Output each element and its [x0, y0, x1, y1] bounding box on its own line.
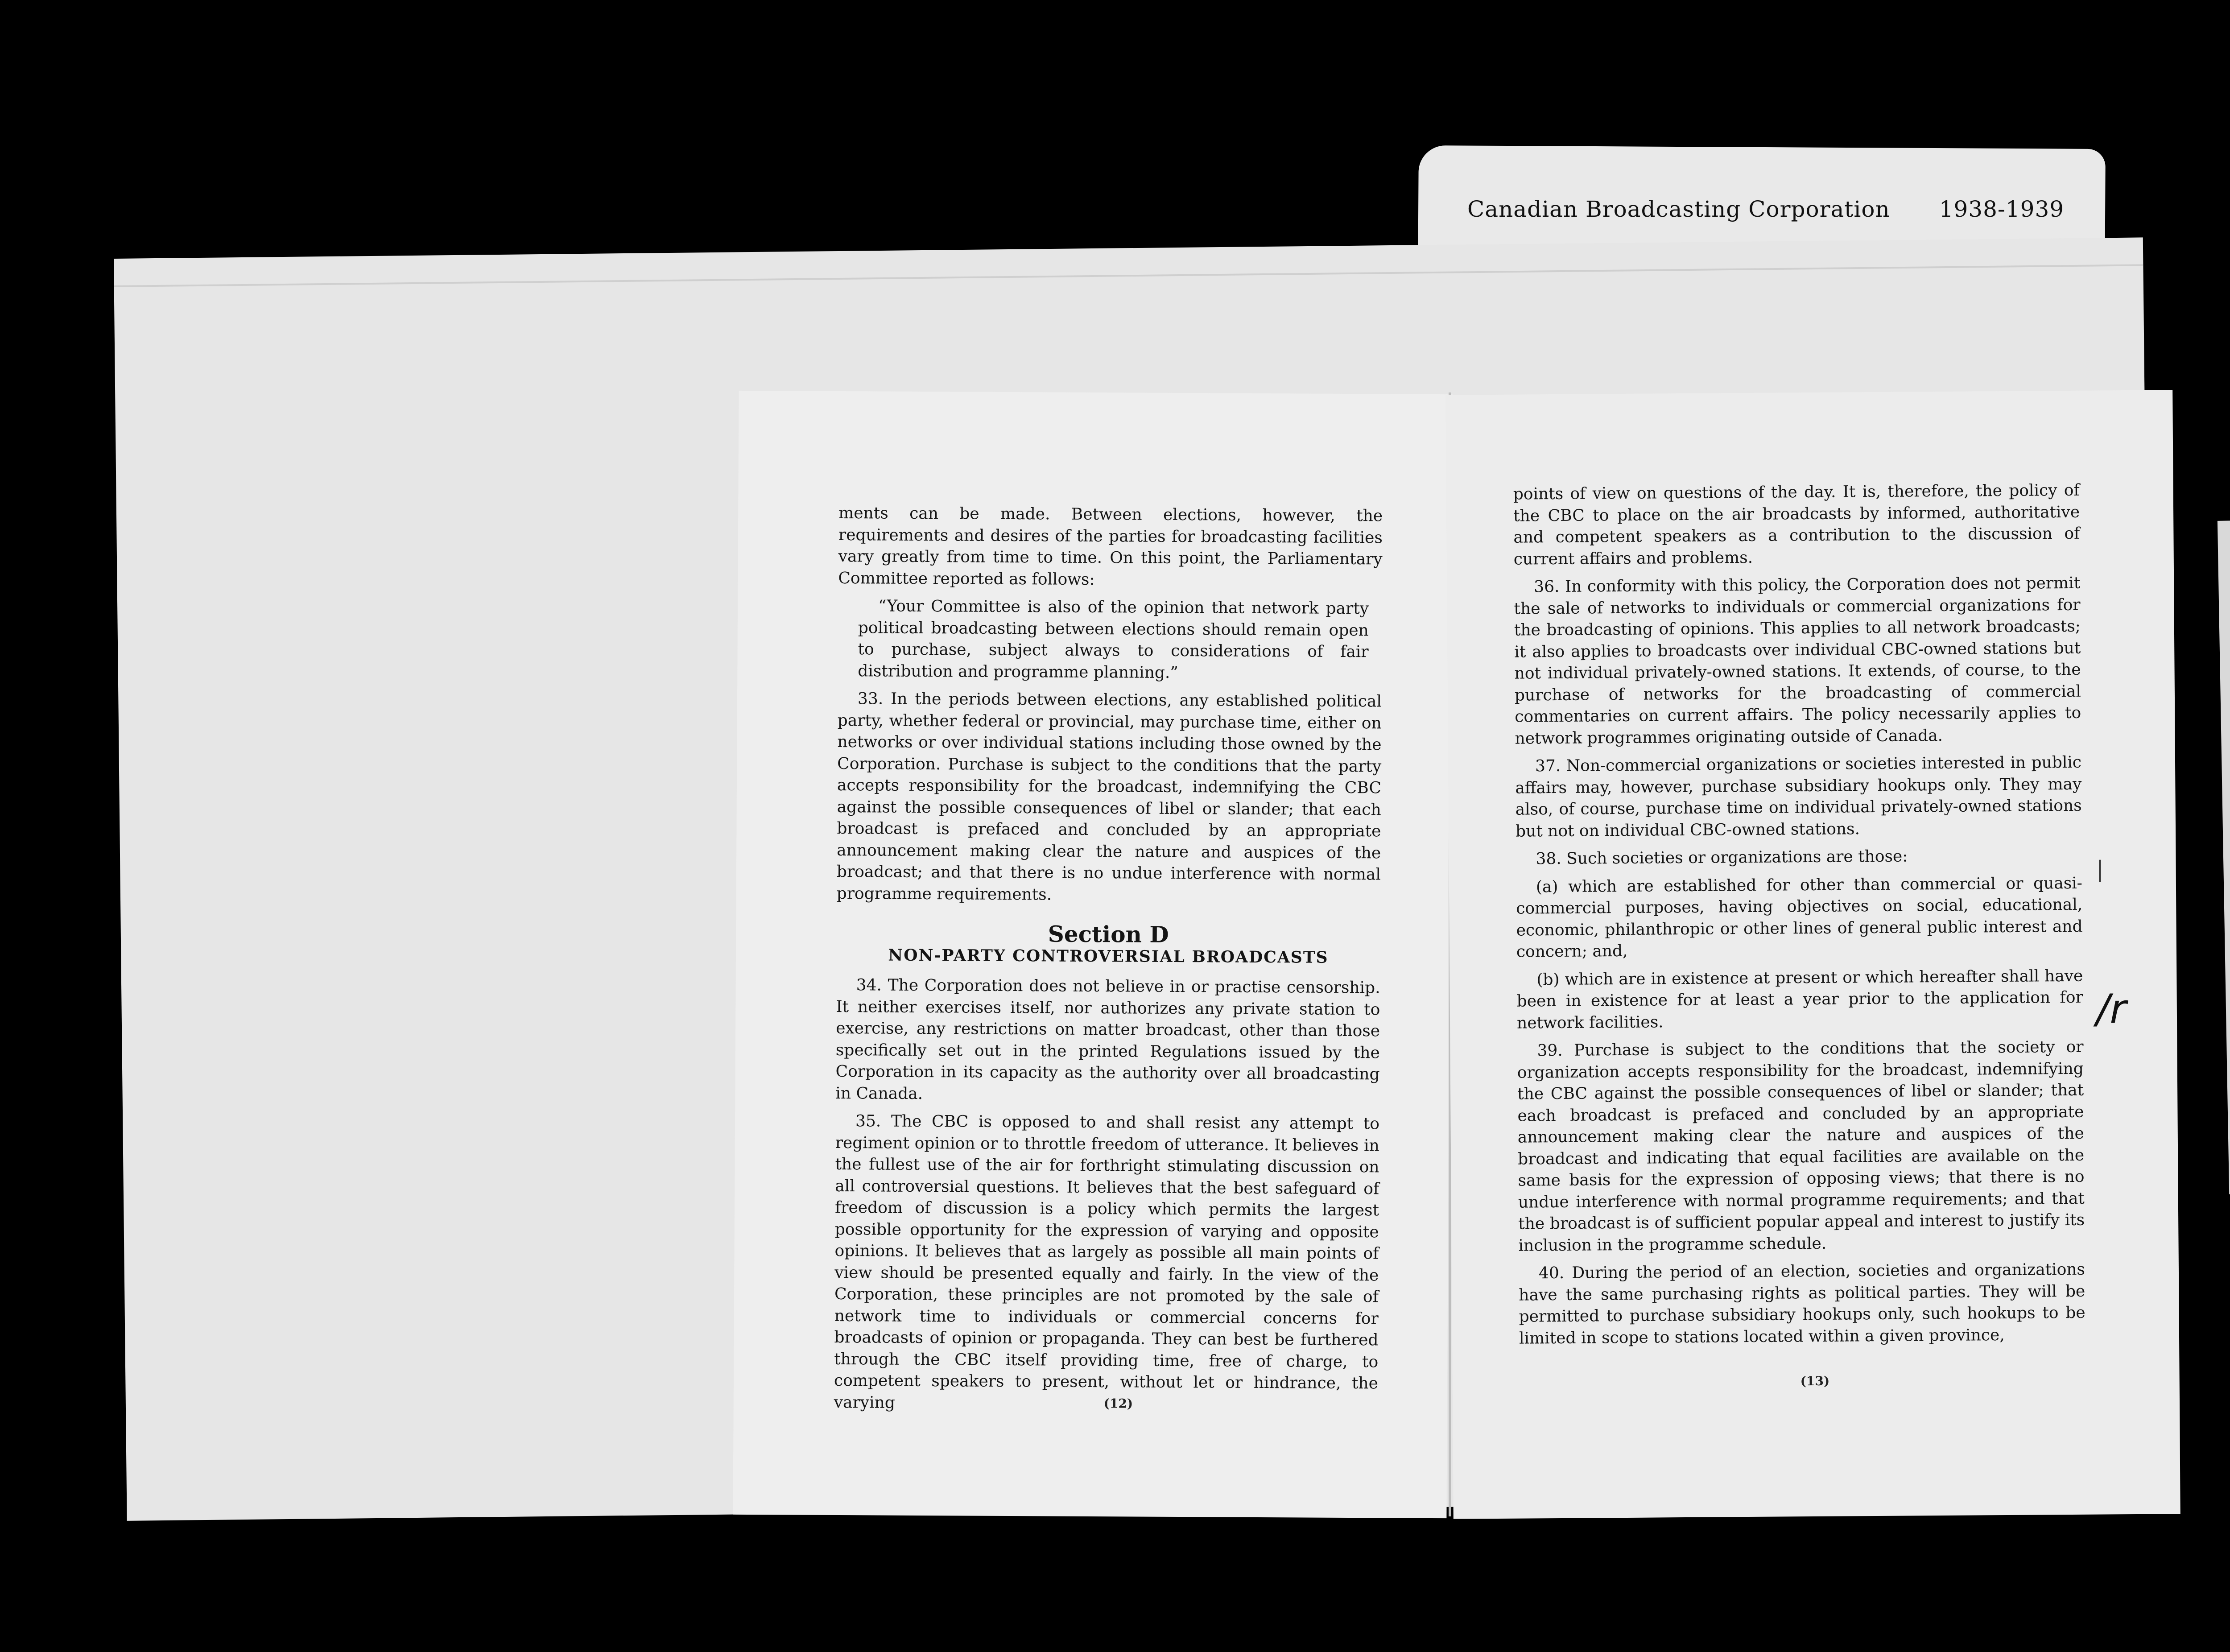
right-page-text: [1513, 480, 2086, 1356]
paragraph: 36. In conformity with this policy, the Corporation does not permit the sale of networks to individuals or commercial organizations for the broadcasting of opinions. This applies to all network broadcasts; it also applies to broadcasts over individual CBC-owned stations but not individual privately-owned stations. It extends, of course, to the purchase of networks for the broadcasting of commercial commentaries on current affairs. The policy necessarily applies to network programmes originating outside of Canada.: [1514, 574, 2081, 748]
paragraph: points of view on questions of the day. It is, therefore, the policy of the CBC to place on the air broadcasts by informed, authoritative and competent speakers as a contribution to the discussion of current affairs and problems.: [1513, 481, 2080, 569]
paragraph: 35. The CBC is opposed to and shall resist any attempt to regiment opinion or to throttle freedom of utterance. It believes in the fullest use of the air for forthright stimulating discussion on all controversial questions. It believes that the best safeguard of freedom of discussion is a policy which permits the largest possible opportunity for the expression of varying and opposite opinions. It believes that as largely as possible all main points of view should be presented equally and fairly. In the view of the Corporation, these principles are not promoted by the sale of network time to individuals or commercial concerns for broadcasts of opinion or propaganda. They can best be furthered through the CBC itself providing time, free of charge, to competent speakers to present, without let or hindrance, the varying: [834, 1112, 1380, 1412]
section-title: Section D: [1048, 921, 1169, 948]
paragraph: 33. In the periods between elections, any established political party, whether federal or provincial, may purchase time, either on networks or over individual stations including those owned by the Corporation. Purchase is subject to the conditions that the party accepts responsibility for the broadcast, indemnifying the CBC against the possible consequences of libel or slander; that each broadcast is prefaced and concluded by an appropriate announcement making clear the nature and auspices of the broadcast; and that there is no undue interference with normal programme requirements.: [836, 690, 1382, 904]
left-page: [733, 391, 1452, 1518]
paragraph: 34. The Corporation does not believe in or practise censorship. It neither exercises itself, nor authorizes any private station to exercise, any restrictions on matter broadcast, other than those specifically set out in the printed Regulations issued by the Corporation in its capacity as the authority over all broadcasting in Canada.: [835, 976, 1380, 1103]
paragraph: ments can be made. Between elections, however, the requirements and desires of the parties for broadcasting facilities vary greatly from time to time. On this point, the Parliamentary Committee reported as follows:: [838, 504, 1383, 589]
right-page: [1445, 390, 2180, 1519]
paragraph: 40. During the period of an election, societies and organizations have the same purchasing rights as political parties. They will be permitted to purchase subsidiary hookups only, such hookups to be limited in scope to stations located within a given province,: [1519, 1260, 2085, 1348]
paragraph: 39. Purchase is subject to the conditions that the society or organization accepts responsibility for the broadcast, indemnifying the CBC against the possible consequences of libel or slander; that each broadcast is prefaced and concluded by an appropriate announcement making clear the nature and auspices of the broadcast and indicating that equal facilities are available on the same basis for the expression of opposing views; that there is no undue interference with normal programme requirements; and that the broadcast is of sufficient popular appeal and interest to justify its inclusion in the programme schedule.: [1517, 1037, 2085, 1255]
paragraph: 37. Non-commercial organizations or societies interested in public affairs may, however, purchase subsidiary hookups only. They may also, of course, purchase time on individual privately-owned stations but not on individual CBC-owned stations.: [1515, 753, 2082, 841]
left-page-text: [834, 503, 1383, 1422]
page-number: (13): [1800, 1373, 1830, 1389]
paragraph: (a) which are established for other than commercial or quasi-commercial purposes, having objectives on social, educational, economic, philanthropic or other lines of general public interest and concern; and,: [1516, 874, 2083, 961]
quoted-paragraph: “Your Committee is also of the opinion that network party political broadcasting between elections should remain open to purchase, subject always to considerations of fair distribution and programme planning.”: [858, 597, 1369, 682]
folder-tab-label: [1467, 196, 2113, 222]
section-subtitle: NON-PARTY CONTROVERSIAL BROADCASTS: [888, 946, 1329, 967]
handwritten-note: /r: [2096, 986, 2127, 1032]
page-number: (12): [1103, 1396, 1133, 1411]
archive-label-strip: [2218, 518, 2230, 1194]
folder-tab-title: Canadian Broadcasting Corporation: [1467, 196, 1890, 222]
pencil-tick-mark: |: [2096, 856, 2104, 882]
folder-tab-years: 1938-1939: [1939, 196, 2065, 222]
paragraph: 38. Such societies or organizations are those:: [1536, 847, 1908, 868]
paragraph: (b) which are in existence at present or which hereafter shall have been in existence for at least a year prior to the application for network facilities.: [1516, 966, 2083, 1032]
